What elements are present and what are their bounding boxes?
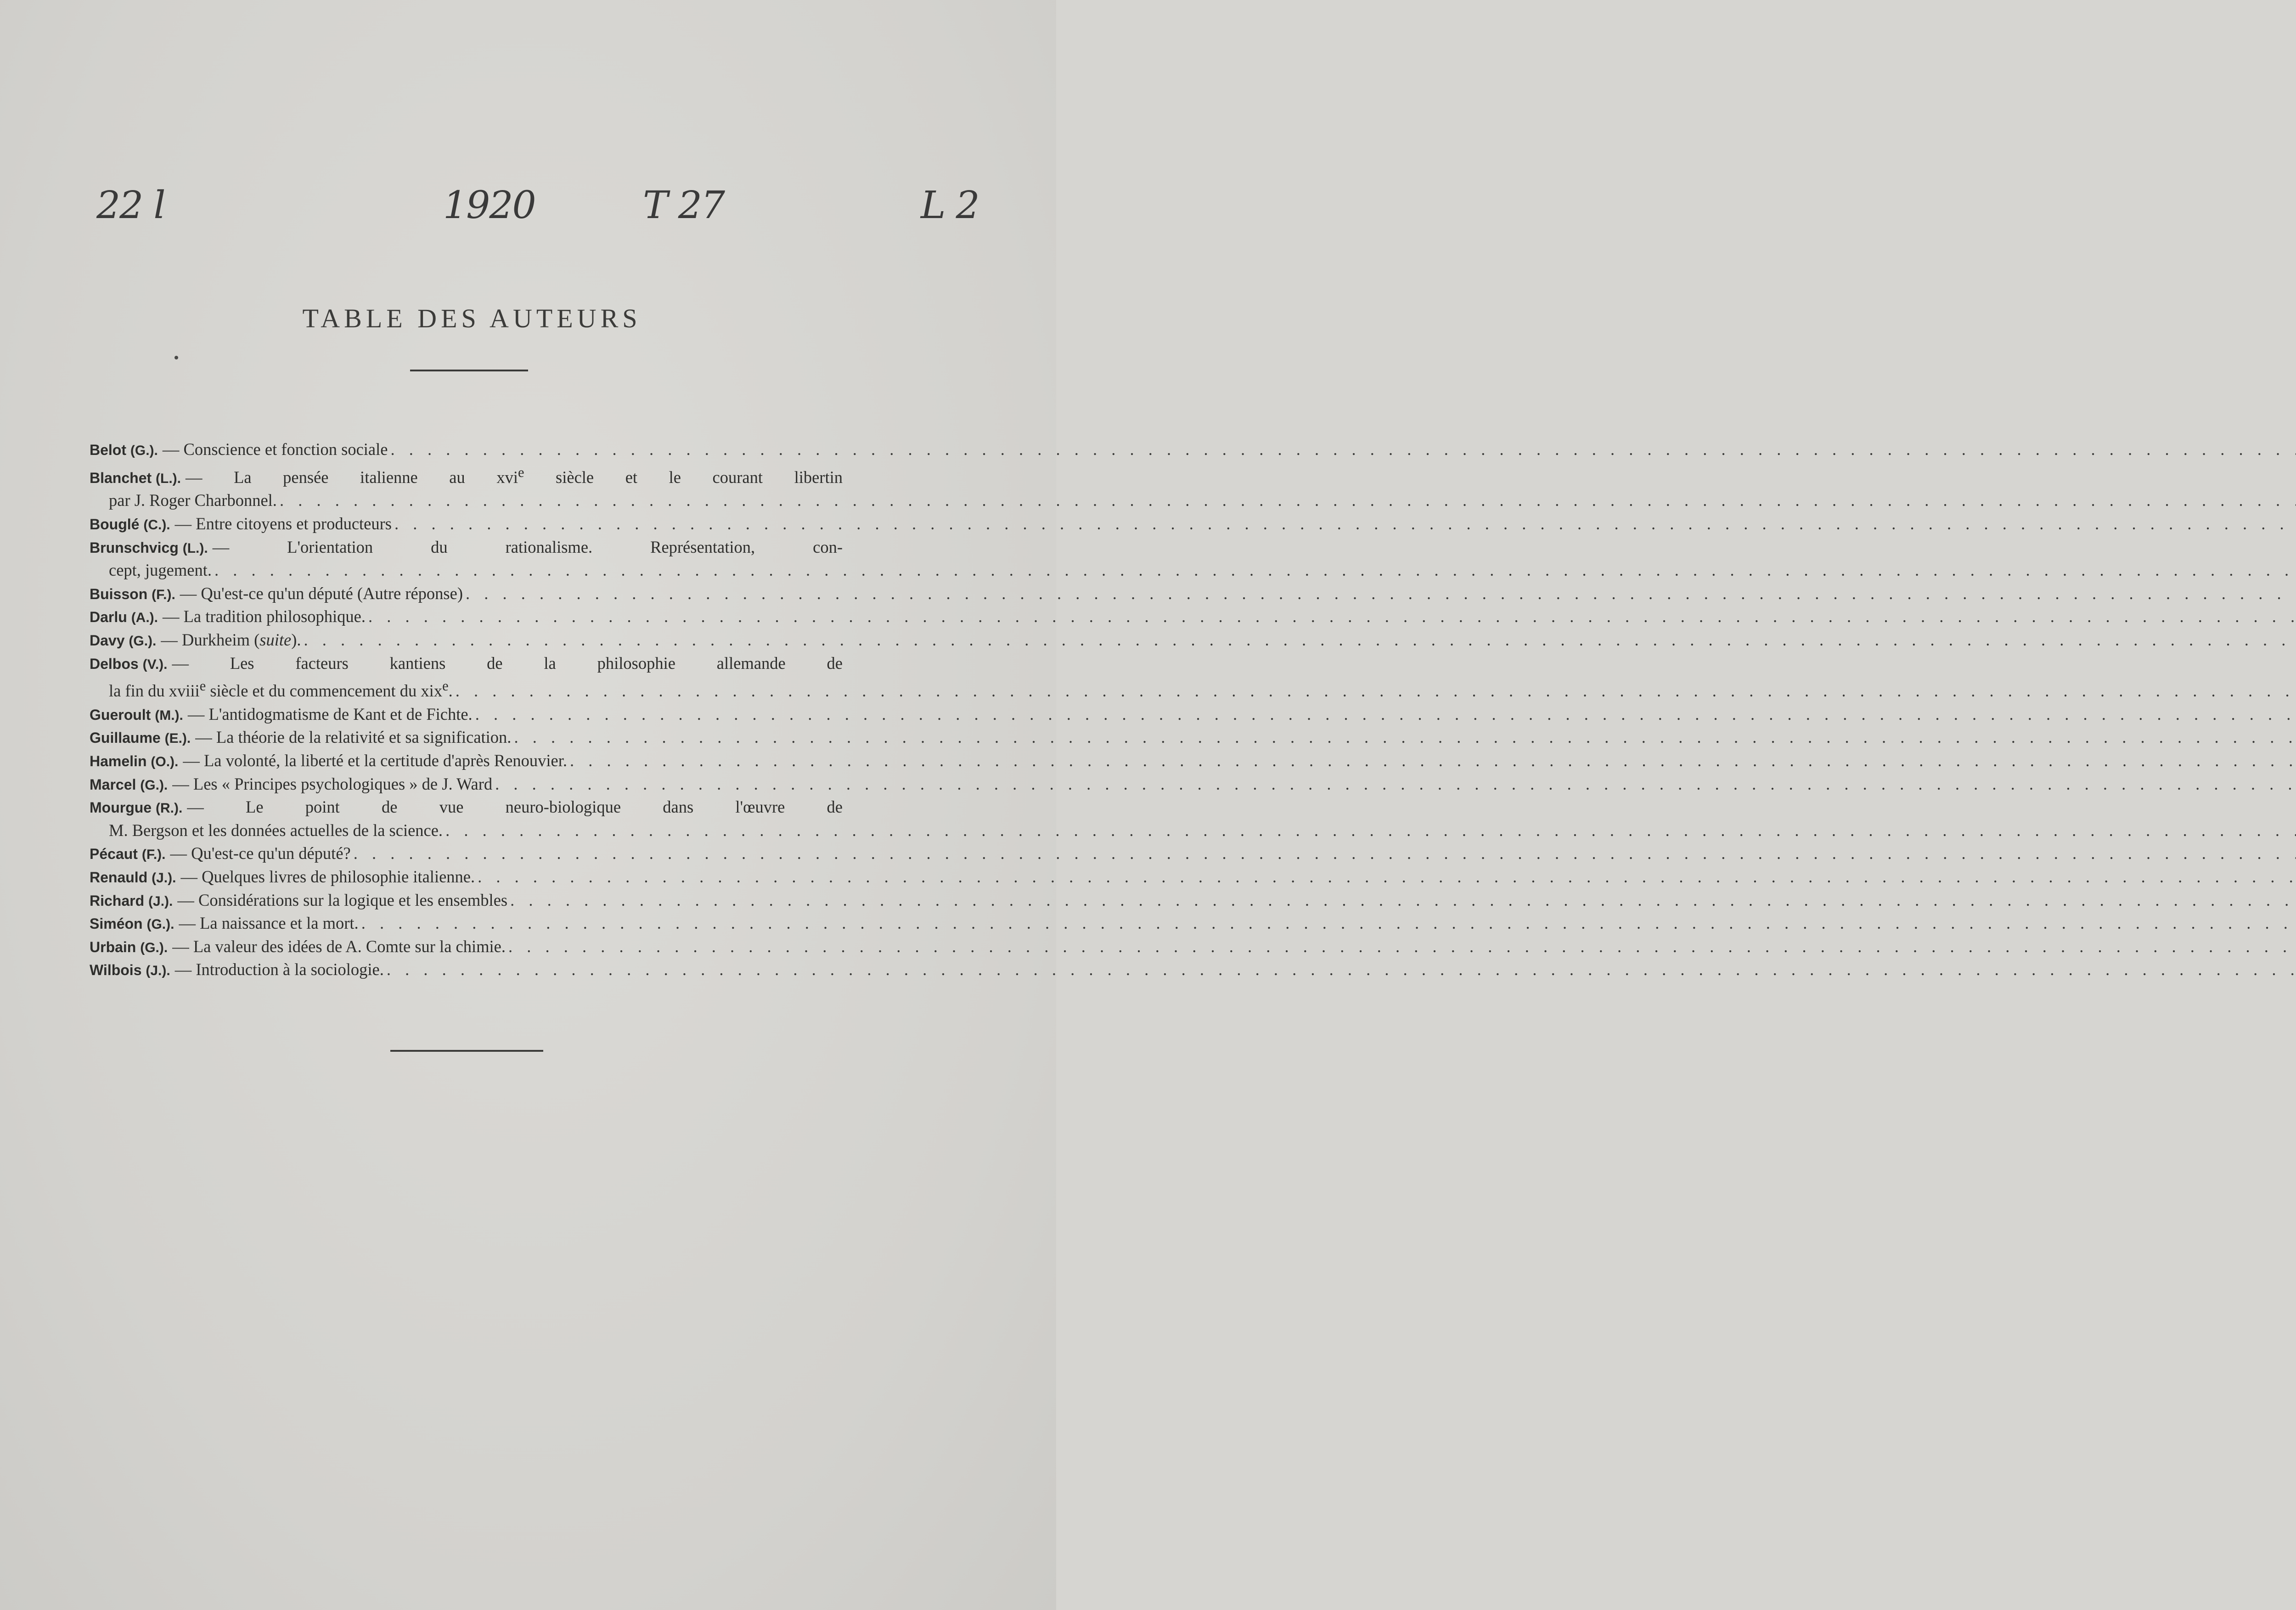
- index-entry-line: [90, 750, 843, 773]
- index-entry: [90, 703, 843, 727]
- article-title: — Conscience et fonction sociale: [162, 440, 388, 459]
- index-entry-line: [90, 959, 843, 982]
- index-entry-line: [90, 726, 843, 750]
- author-name: Hamelin (O.).: [90, 753, 179, 770]
- index-entry-line: [90, 796, 843, 819]
- dot-leader: [495, 773, 2296, 795]
- article-title: — L'orientation du rationalisme. Représentation, con-: [212, 537, 843, 556]
- author-initial: (J.).: [152, 870, 176, 886]
- dot-leader: [394, 513, 2296, 535]
- author-initial: (L.).: [182, 540, 208, 556]
- index-entry: [90, 583, 843, 606]
- author-name: Brunschvicg (L.).: [90, 539, 208, 556]
- dot-leader: [304, 629, 2296, 651]
- article-title: — La tradition philosophique.: [163, 607, 366, 626]
- index-entry-line: [90, 559, 843, 583]
- author-initial: (J.).: [146, 963, 170, 979]
- index-entry: [90, 606, 843, 629]
- article-title: — Considérations sur la logique et les ensembles: [177, 890, 508, 909]
- dot-leader: [510, 889, 2296, 911]
- author-name: Pécaut (F.).: [90, 846, 166, 863]
- article-title: — La volonté, la liberté et la certitude d'après Renouvier.: [183, 751, 568, 770]
- index-entry-line: [90, 936, 843, 959]
- dot-leader: [508, 936, 2296, 958]
- title-rule: [410, 370, 528, 371]
- author-name: Wilbois (J.).: [90, 962, 170, 979]
- article-title: — Qu'est-ce qu'un député?: [170, 844, 351, 863]
- article-title: par J. Roger Charbonnel.: [109, 491, 277, 510]
- index-entry-line: [90, 773, 843, 797]
- index-entry-line: [90, 438, 843, 462]
- author-name: Davy (G.).: [90, 632, 157, 649]
- index-entry-line: [90, 866, 843, 889]
- dot-leader: [475, 703, 2296, 725]
- article-title: — Durkheim (suite).: [161, 630, 301, 649]
- author-initial: (A.).: [131, 610, 158, 626]
- index-entry: [90, 889, 843, 913]
- index-entry-line: [90, 629, 843, 652]
- article-title: — La théorie de la relativité et sa signification.: [195, 728, 512, 747]
- article-title: — La valeur des idées de A. Comte sur la chimie.: [172, 937, 506, 956]
- author-initial: (J.).: [148, 893, 173, 909]
- author-name: Belot (G.).: [90, 442, 158, 458]
- author-index: [90, 438, 843, 982]
- dot-leader: [570, 750, 2296, 772]
- author-name: Gueroult (M.).: [90, 706, 183, 723]
- dot-leader: [466, 583, 2296, 605]
- dot-leader: [354, 842, 2296, 864]
- handwritten-note-right: L 2: [921, 184, 979, 227]
- author-name: Blanchet (L.).: [90, 469, 181, 486]
- author-name: Marcel (G.).: [90, 776, 168, 793]
- index-entry: [90, 796, 843, 842]
- author-initial: (R.).: [155, 801, 183, 816]
- article-title: — Les « Principes psychologiques » de J. Ward: [172, 774, 493, 793]
- index-entry: [90, 513, 843, 536]
- index-entry-line: [90, 462, 843, 490]
- dot-leader: [456, 680, 2296, 702]
- dot-leader: [387, 959, 2296, 981]
- author-initial: (E.).: [164, 731, 191, 746]
- author-name: Darlu (A.).: [90, 609, 158, 626]
- dot-leader: [390, 438, 2296, 460]
- dot-leader: [478, 866, 2296, 888]
- author-initial: (G.).: [130, 443, 158, 458]
- article-title: — La naissance et la mort.: [179, 914, 359, 933]
- index-entry-line: [90, 889, 843, 913]
- article-title: — Quelques livres de philosophie italienne.: [180, 867, 475, 886]
- dot-leader: [214, 559, 2296, 581]
- index-entry-line: [90, 583, 843, 606]
- handwritten-note-tome: T 27: [643, 184, 725, 227]
- page-title: TABLE DES AUTEURS: [302, 303, 642, 333]
- index-entry-line: [90, 912, 843, 936]
- index-entry: [90, 912, 843, 936]
- dot-leader: [445, 819, 2296, 841]
- index-entry-line: [90, 675, 843, 703]
- author-name: Richard (J.).: [90, 892, 173, 909]
- author-name: Renauld (J.).: [90, 869, 176, 886]
- scanned-page: [0, 0, 1056, 1610]
- author-name: Siméon (G.).: [90, 915, 174, 932]
- author-name: Guillaume (E.).: [90, 729, 191, 746]
- article-title: M. Bergson et les données actuelles de la science.: [109, 820, 443, 840]
- index-entry-line: [90, 842, 843, 866]
- dot-leader: [514, 726, 2296, 748]
- article-title: cept, jugement.: [109, 561, 212, 580]
- author-initial: (G.).: [140, 777, 168, 793]
- author-initial: (F.).: [141, 847, 166, 863]
- author-initial: (F.).: [152, 587, 175, 602]
- author-initial: (M.).: [155, 707, 183, 723]
- author-initial: (G.).: [140, 940, 168, 955]
- article-title: — Qu'est-ce qu'un député (Autre réponse): [180, 583, 463, 603]
- author-name: Urbain (G.).: [90, 938, 168, 955]
- index-entry-line: [90, 819, 843, 843]
- index-entry-line: [90, 489, 843, 513]
- index-entry: [90, 959, 843, 982]
- author-name: Mourgue (R.).: [90, 799, 183, 816]
- index-entry: [90, 726, 843, 750]
- author-initial: (O.).: [151, 754, 179, 770]
- article-title: — La pensée italienne au xvi$^e$ siècle et le courant libertin: [186, 464, 843, 487]
- handwritten-note-left: 22 l: [96, 184, 165, 227]
- index-entry: [90, 438, 843, 462]
- index-entry: [90, 536, 843, 583]
- author-initial: (G.).: [129, 633, 157, 649]
- index-entry: [90, 936, 843, 959]
- index-entry: [90, 773, 843, 797]
- article-title: — Entre citoyens et producteurs: [174, 514, 392, 533]
- index-entry-line: [90, 513, 843, 536]
- article-title: — Le point de vue neuro-biologique dans l'œuvre de: [187, 797, 843, 817]
- ink-speck: [174, 356, 178, 359]
- author-initial: (L.).: [156, 471, 181, 486]
- article-title: — L'antidogmatisme de Kant et de Fichte.: [187, 704, 473, 724]
- index-entry-line: [90, 652, 843, 676]
- dot-leader: [361, 912, 2296, 934]
- author-initial: (G.).: [146, 917, 174, 932]
- article-title: la fin du xviii$^e$ siècle et du commencement du xix$^e$.: [109, 678, 453, 701]
- author-initial: (C.).: [143, 517, 170, 533]
- article-title: — Introduction à la sociologie.: [174, 960, 384, 979]
- index-entry-line: [90, 536, 843, 560]
- author-initial: (V.).: [142, 656, 168, 672]
- index-entry: [90, 629, 843, 652]
- author-name: Delbos (V.).: [90, 655, 168, 672]
- index-entry-line: [90, 703, 843, 727]
- index-entry: [90, 866, 843, 889]
- index-entry: [90, 462, 843, 513]
- index-entry: [90, 750, 843, 773]
- dot-leader: [280, 489, 2296, 511]
- article-title: — Les facteurs kantiens de la philosophie allemande de: [172, 653, 843, 673]
- handwritten-note-year: 1920: [443, 184, 535, 227]
- index-entry: [90, 842, 843, 866]
- index-entry: [90, 652, 843, 703]
- dot-leader: [368, 606, 2296, 628]
- author-name: Bouglé (C.).: [90, 516, 170, 533]
- author-name: Buisson (F.).: [90, 585, 175, 602]
- end-rule: [390, 1050, 543, 1052]
- index-entry-line: [90, 606, 843, 629]
